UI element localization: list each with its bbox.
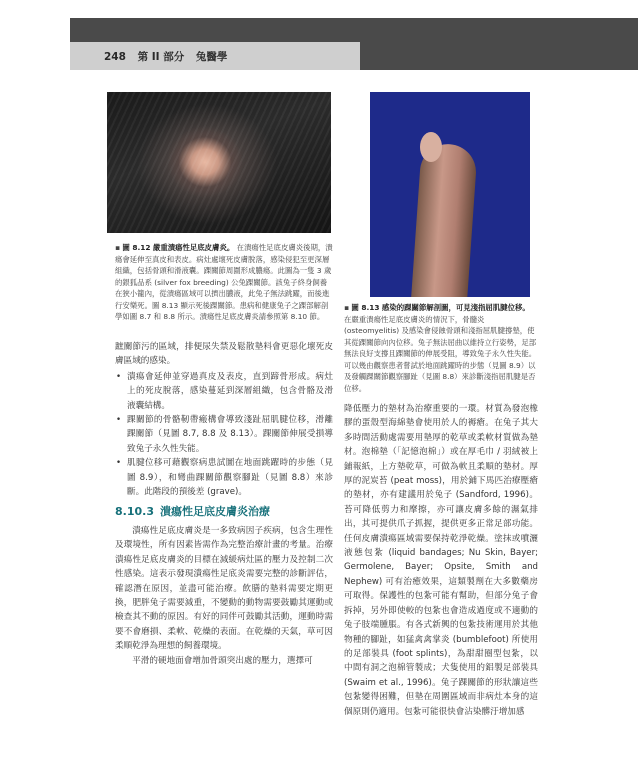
figure-8-12-caption [115, 242, 333, 323]
bullet-item: • 肌腱位移可藉觀察病患試圖在地面跳躍時的步態（見圖 8.9），和彎曲踝關節觀察腳趾（見圖 8.8）來診斷。此階段的預後差 (grave)。 [115, 456, 333, 499]
section-heading [115, 505, 333, 519]
bullet-item: • 潰瘍會延伸並穿過真皮及表皮，直到蹄骨形成。病灶上的死皮脫落，感染蔓延到深層組織，包含骨骼及滑液囊結構。 [115, 370, 333, 413]
left-column [115, 340, 333, 668]
fur-texture [107, 92, 331, 233]
figure-label: 圖 8.12 [122, 243, 151, 252]
figure-8-13-photo [370, 92, 530, 297]
caption-bullet: ▪ [344, 303, 352, 312]
intro-paragraph: 蹠關節污的區域，排便尿失禁及鬆散墊料會更惡化壞死皮膚區域的感染。 [115, 342, 333, 367]
figure-text: 在嚴重潰瘍性足底皮膚炎的情況下，骨髓炎 (osteomyelitis) 及感染會侵蝕骨頭和淺指屈肌腱撐墊，使其從踝關節向內位移。兔子無法屈曲以維持立行姿勢，足部無法良好支撐且踝關節的伸展受阻，導致兔子永久性失能。可以幾由觀察患者嘗試於地面跳躍時的步態（見圖 8.9）以及發觸踝關節觀察腳趾（見圖 8.8）來診斷淺指屈肌腱是否位移。 [344, 314, 537, 393]
body-paragraph: 潰瘍性足底皮膚炎是一多致病因子疾病，包含生理性及環境性，所有因素皆需作為完整治療計畫的考量。治療潰瘍性足底皮膚炎的目標在減緩病灶區的壓力及控制二次性感染。這表示發現潰瘍性足底炎需要完整的診斷評估，確認潛在原因，並盡可能治療。飲膳的墊料需要定期更換，肥胖兔子需要減重，不變動的動物需要鼓勵其運動或檢查其不動的原因。有好的同伴可鼓勵其活動，運動時需要不會磨損、柔軟、乾燥的表面。在乾燥的天氣，草可因柔順乾淨為理想的飼養環境。 [115, 525, 333, 652]
body-paragraph: 降低壓力的墊材為治療重要的一環。材質為發泡橡膠的蛋殼型海綿墊會使用於人的褥瘡。在兔子其大多時間活動處需要用墊厚的乾草或柔軟材質做為墊材。泡棉墊（「記憶泡棉」）或在厚毛巾 / 羽絨被上鋪報紙，上方墊乾草，可做為軟且柔順的墊材。厚厚的泥炭苔 (peat moss)，用於鋪下馬匹治療壓瘡的墊材，亦有建議用於兔子 (Sandford, 1996)。苔可降低剪力和摩擦，亦可讓皮膚多餘的濕氣排出，其可提供爪子抓握，提供更多正常足部功能。任何皮膚潰瘍區域需要保持乾淨乾燥。塗抹或噴灑液態包紮 (liquid bandages; Nu Skin, Bayer; Germolene, Bayer; Opsite, Smith and Nephew) 可有治癒效果，這類製劑在大多數藥房可取得。保護性的包紮可能有幫助，但部分兔子會拆掉，另外即使較的包紮也會造成過度或不適動的兔子肢端腫脹。有各式新興的包紮技術運用於其他物種的腳趾，如猛禽禽掌炎 (bumblefoot) 所使用的足部裝具 (foot splints)，為甜甜圈型包紮，以中間有洞之泡棉管製成；犬隻使用的鋁製足部裝具 (Swaim et al., 1996)。兔子踝關節的形狀讓這些包紮變得困難，但墊在周圍區域而非病灶本身的這個原則仍適用。包紮可能很快會沾染髒汙增加感 [344, 404, 538, 717]
figure-title: 嚴重潰瘍性足底皮膚炎。 [152, 243, 235, 252]
dissected-foot [410, 142, 478, 297]
running-header [104, 49, 235, 64]
section-number: 8.10.3 [115, 505, 154, 519]
page-number: 248 [104, 51, 126, 63]
figure-title: 感染的踝關節解剖圖，可見淺指屈肌腱位移。 [381, 303, 530, 312]
right-column [344, 402, 538, 719]
figure-label: 圖 8.13 [351, 303, 380, 312]
caption-bullet: ▪ [115, 243, 123, 252]
figure-8-13-caption [344, 302, 538, 394]
figure-8-12-photo [107, 92, 331, 233]
body-paragraph: 平滑的硬地面會增加骨頭突出處的壓力，選擇可 [132, 655, 313, 666]
bullet-item: • 踝關節的骨骼靭帶瘢構會導致淺趾屈肌腱位移，滑離踝關節（見圖 8.7, 8.8 及 8.13）。踝關節伸展受損導致兔子永久性失能。 [115, 413, 333, 456]
subject-label: 兔醫學 [195, 51, 228, 63]
displaced-tendon [420, 132, 442, 162]
figure-text: 在潰瘍性足底皮膚炎後期，潰瘍會延伸至真皮和表皮。病灶處壞死皮膚脫落，感染侵犯至更深層組織，包括骨頭和滑液囊。踝關節周圍形成膿瘍。此圖為一隻 3 歲的銀狐品系 (silver fox breeding) 公兔踝關節。該兔子終身飼養在狹小籠內，從潰瘍區域可以擠出膿液，此兔子無法跳躍，而後進行安樂死。圖 8.13 顯示死後踝關節。患病和健康兔子之踝部解剖學如圖 8.7 和 8.8 所示。潰瘍性足底皮膚炎請參照第 8.10 節。 [115, 243, 333, 321]
bullet-list [115, 370, 333, 500]
part-label: 第 II 部分 [137, 51, 185, 63]
section-title: 潰瘍性足底皮膚炎治療 [159, 505, 270, 519]
